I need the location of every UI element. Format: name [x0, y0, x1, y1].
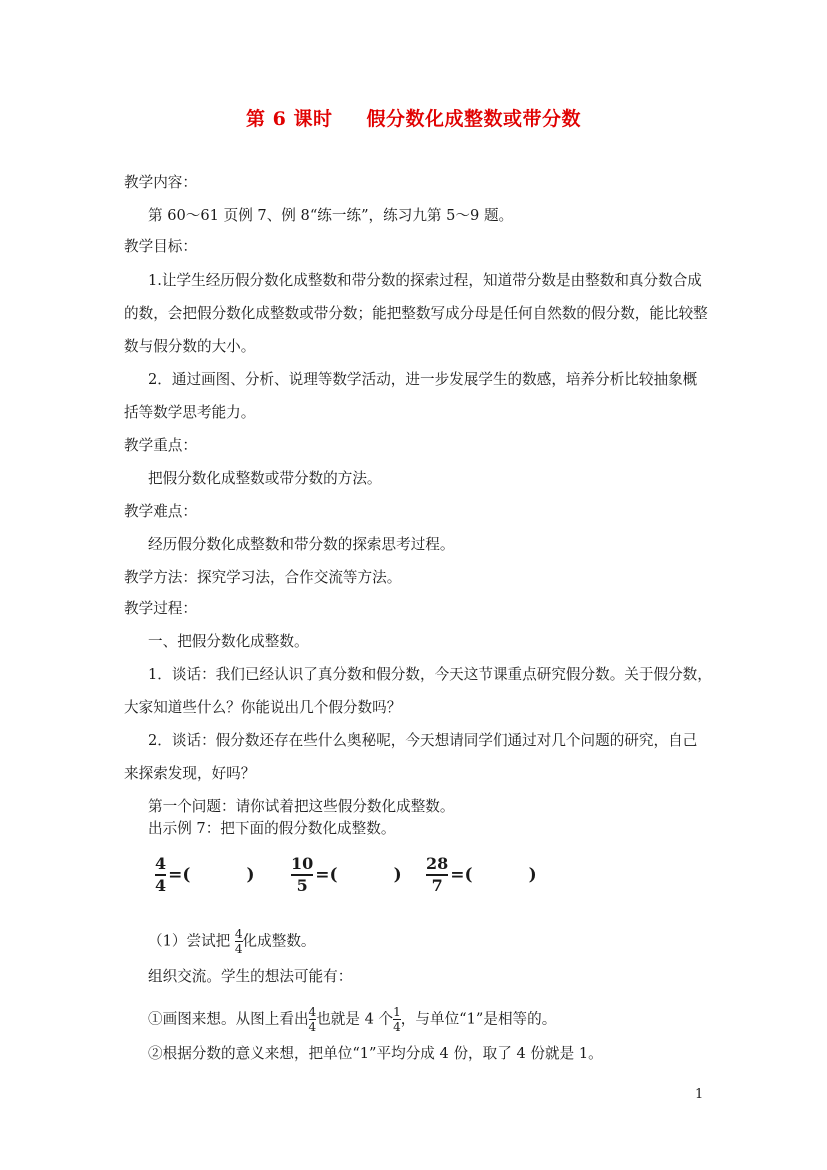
fraction: $\frac{28}{7}$ [426, 854, 449, 895]
difficulty-heading: 教学难点： [124, 503, 197, 520]
key-text: 把假分数化成整数或带分数的方法。 [148, 470, 382, 487]
example7-line: 出示例 7：把下面的假分数化成整数。 [148, 820, 396, 837]
process-heading: 教学过程： [124, 600, 197, 617]
talk1-line1: 1．谈话：我们已经认识了真分数和假分数，今天这节课重点研究假分数。关于假分数， [148, 666, 712, 683]
talk1-line2: 大家知道些什么？你能说出几个假分数吗？ [124, 699, 402, 716]
page-title [0, 104, 827, 131]
example-item-3: $\frac{28}{7}$ =( ) [426, 854, 537, 895]
goal2-line1: 2．通过画图、分析、说理等数学活动，进一步发展学生的数感，培养分析比较抽象概 [148, 371, 698, 388]
goal1-line1: 1.让学生经历假分数化成整数和带分数的探索过程，知道带分数是由整数和真分数合成 [148, 272, 702, 289]
goals-heading: 教学目标： [124, 238, 197, 255]
fraction: $\frac{1}{4}$ [393, 1005, 401, 1034]
talk2-line2: 来探索发现，好吗？ [124, 765, 256, 782]
goal2-line2: 括等数学思考能力。 [124, 404, 256, 421]
organize-line: 组织交流。学生的想法可能有： [148, 968, 353, 985]
method-line: 教学方法：探究学习法，合作交流等方法。 [124, 569, 402, 586]
difficulty-text: 经历假分数化成整数和带分数的探索思考过程。 [148, 536, 455, 553]
content-heading: 教学内容： [124, 174, 197, 191]
page-number: 1 [695, 1087, 704, 1102]
content-text: 第 60～61 页例 7、例 8“练一练”，练习九第 5～9 题。 [148, 207, 514, 224]
question1-line: 第一个问题：请你试着把这些假分数化成整数。 [148, 798, 455, 815]
goal1-line2: 的数，会把假分数化成整数或带分数；能把整数写成分母是任何自然数的假分数，能比较整 [124, 305, 708, 322]
fraction: $\frac{4}{4}$ [308, 1005, 317, 1034]
idea2-line: ②根据分数的意义来想，把单位“1”平均分成 4 份，取了 4 份就是 1。 [148, 1045, 603, 1062]
fraction: $\frac{10}{5}$ [291, 854, 314, 895]
example-item-1: $\frac{4}{4}$ =( ) [155, 854, 255, 895]
key-heading: 教学重点： [124, 437, 197, 454]
idea1-line: ①画图来想。从图上看出 $\frac{4}{4}$ 也就是 4 个 $\frac{1}{4}$ ，与单位“1”是相等的。 [148, 1005, 557, 1034]
fraction: $\frac{4}{4}$ [234, 927, 243, 956]
talk2-line1: 2．谈话：假分数还存在些什么奥秘呢，今天想请同学们通过对几个问题的研究，自己 [148, 732, 698, 749]
example-item-2: $\frac{10}{5}$ =( ) [291, 854, 402, 895]
step1-heading: 一、把假分数化成整数。 [148, 633, 309, 650]
fraction: $\frac{4}{4}$ [155, 854, 167, 895]
lesson-number: 第 6 课时 [246, 108, 333, 130]
try-line: （1）尝试把 $\frac{4}{4}$ 化成整数。 [148, 927, 316, 956]
goal1-line3: 数与假分数的大小。 [124, 338, 256, 355]
lesson-topic: 假分数化成整数或带分数 [366, 108, 581, 130]
